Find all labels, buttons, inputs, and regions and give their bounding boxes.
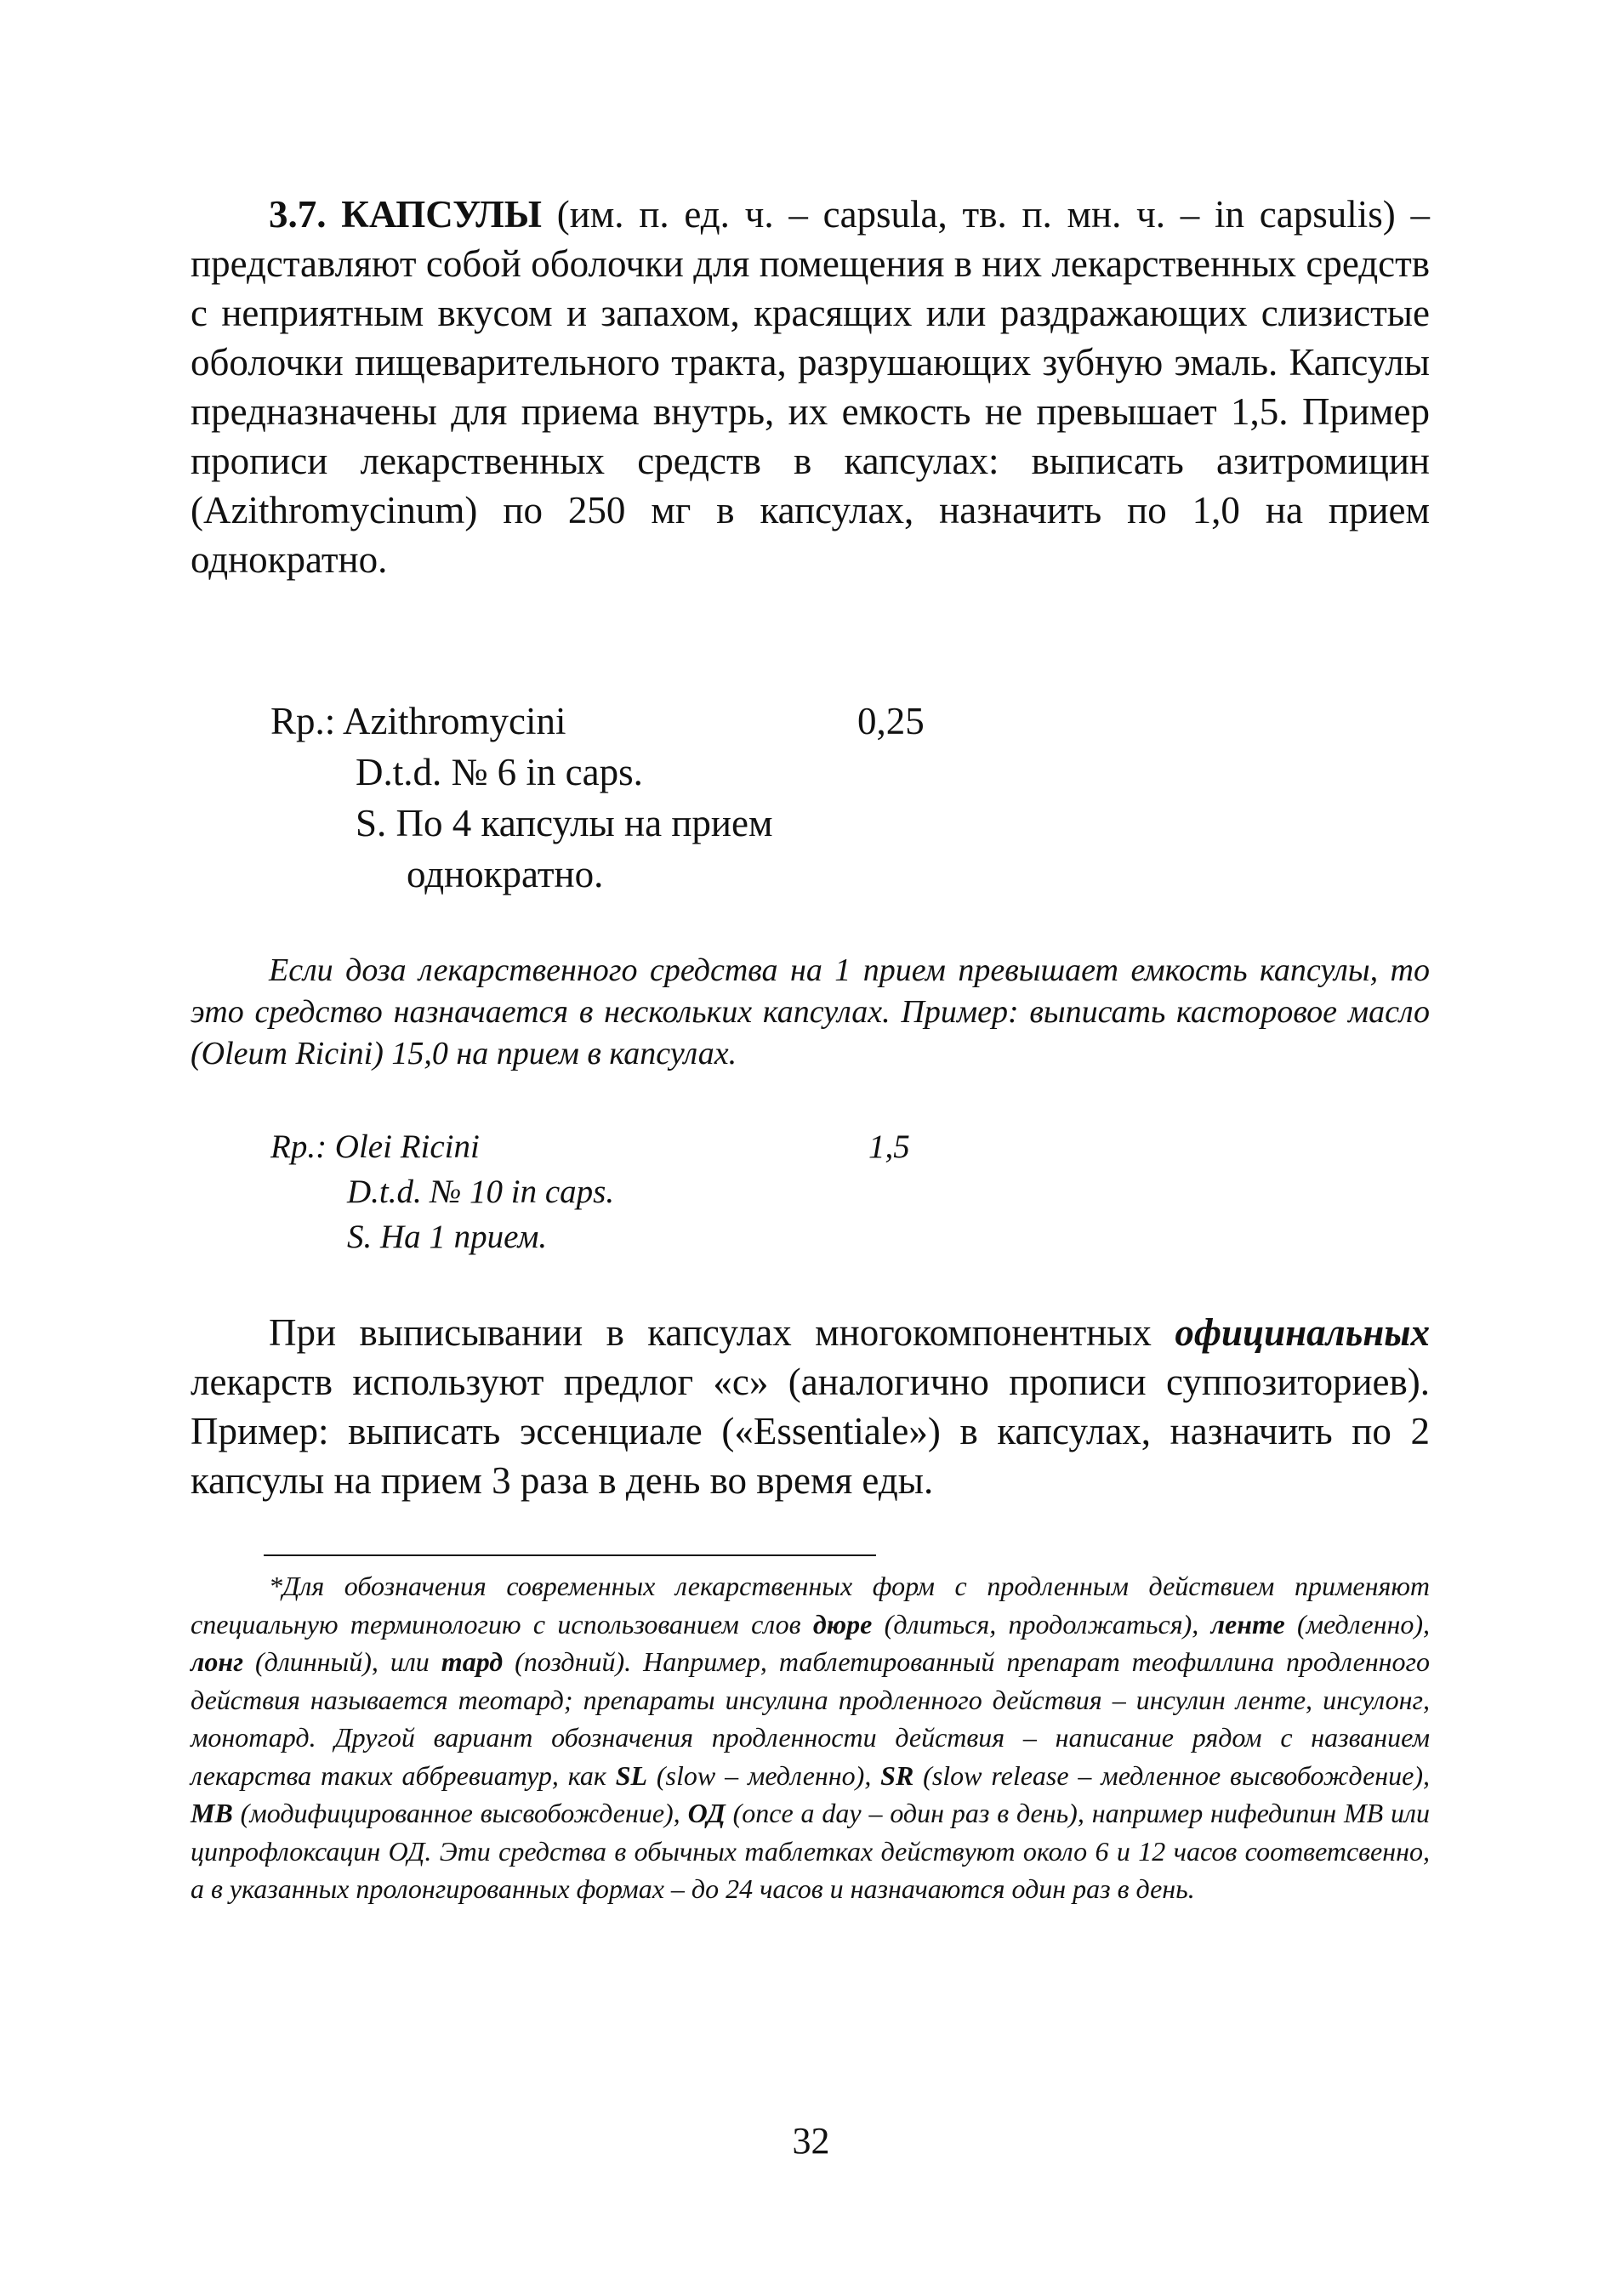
recipe-azithromycin [270, 696, 925, 900]
footnote-term: тард [441, 1646, 504, 1677]
footnote-text: (once a day – один раз в день), например нифедипин МВ или ципрофлоксацин ОД. Эти средства в обычных таблетках действуют около 6 и 12 часов соответсвенно, а в указанных пролонгированных формах – до 24 часов и назначаются один раз в день. [191, 1798, 1431, 1904]
footnote-text: (длинный), или [243, 1646, 441, 1677]
footnote-text: (длиться, продолжаться), [872, 1608, 1211, 1640]
footnote [191, 1567, 1430, 1908]
recipe-line [270, 1124, 910, 1169]
footnote-term: ОД [687, 1798, 726, 1828]
paragraph-text: При выписывании в капсулах многокомпонентных [269, 1311, 1175, 1354]
recipe-line: однократно. [407, 853, 604, 895]
recipe-dose: 1,5 [868, 1128, 910, 1165]
footnote-term: дюре [812, 1608, 873, 1640]
recipe-line: S. На 1 прием. [347, 1219, 548, 1255]
section-paragraph [191, 190, 1430, 584]
recipe-castor-oil [270, 1124, 910, 1259]
footnote-term: ленте [1210, 1608, 1285, 1640]
footnote-term: SL [615, 1759, 648, 1791]
footnote-text: (slow – медленно), [647, 1759, 881, 1791]
section-title: КАПСУЛЫ [341, 193, 542, 236]
recipe-line: S. По 4 капсулы на прием [356, 802, 773, 844]
officinal-paragraph [191, 1308, 1430, 1505]
section-text: (им. п. ед. ч. – capsula, тв. п. мн. ч. – in capsulis) – представляют собой оболочки для помещения в них лекарственных средств с неприятным вкусом и запахом, красящих или раздражающих слизистые оболочки пищеварительного тракта, разрушающих зубную эмаль. Капсулы предназначены для приема внутрь, их емкость не превышает 1,5. Пример прописи лекарственных средств в капсулах: выписать азитромицин (Azithromycinum) по 250 мг в капсулах, назначить по 1,0 на прием однократно. [191, 193, 1430, 581]
footnote-text: (slow release – медленное высвобождение), [913, 1759, 1431, 1791]
footnote-text: (поздний). Например, таблетированный препарат теофиллина продленного действия называется теотард; препараты инсулина продленного действия – инсулин ленте, инсулонг, монотард. Другой вариант обозначения продленности действия – написание рядом с названием лекарства таких аббревиатур, как [191, 1646, 1431, 1791]
note-paragraph: Если доза лекарственного средства на 1 прием превышает емкость капсулы, то это средство назначается в нескольких капсулах. Пример: выписать касторовое масло (Oleum Ricini) 15,0 на прием в капсулах. [191, 952, 1430, 1071]
bold-term: официнальных [1175, 1311, 1430, 1354]
footnote-separator [264, 1554, 876, 1556]
recipe-ingredient: Rp.: Olei Ricini [270, 1128, 480, 1165]
recipe-ingredient: Rp.: Azithromycini [270, 700, 566, 742]
footnote-term: лонг [191, 1646, 243, 1677]
footnote-text: (медленно), [1284, 1608, 1431, 1640]
page-number: 32 [792, 2120, 830, 2162]
footnote-term: МВ [191, 1798, 233, 1828]
recipe-line [270, 696, 925, 747]
footnote-term: SR [880, 1759, 914, 1791]
paragraph-text: лекарств используют предлог «с» (аналогично прописи суппозиториев). Пример: выписать эссенциале («Essentiale») в капсулах, назначить по 2 капсулы на прием 3 раза в день во время еды. [191, 1361, 1430, 1502]
recipe-line: D.t.d. № 6 in caps. [356, 751, 643, 793]
footnote-text: *Для обозначения современных лекарственных форм с продленным действием применяют специальную терминологию с использованием слов [191, 1571, 1430, 1640]
footnote-text: (модифицированное высвобождение), [232, 1798, 688, 1828]
recipe-line: D.t.d. № 10 in caps. [347, 1174, 615, 1210]
section-number: 3.7. [269, 193, 327, 236]
recipe-dose: 0,25 [857, 700, 925, 742]
